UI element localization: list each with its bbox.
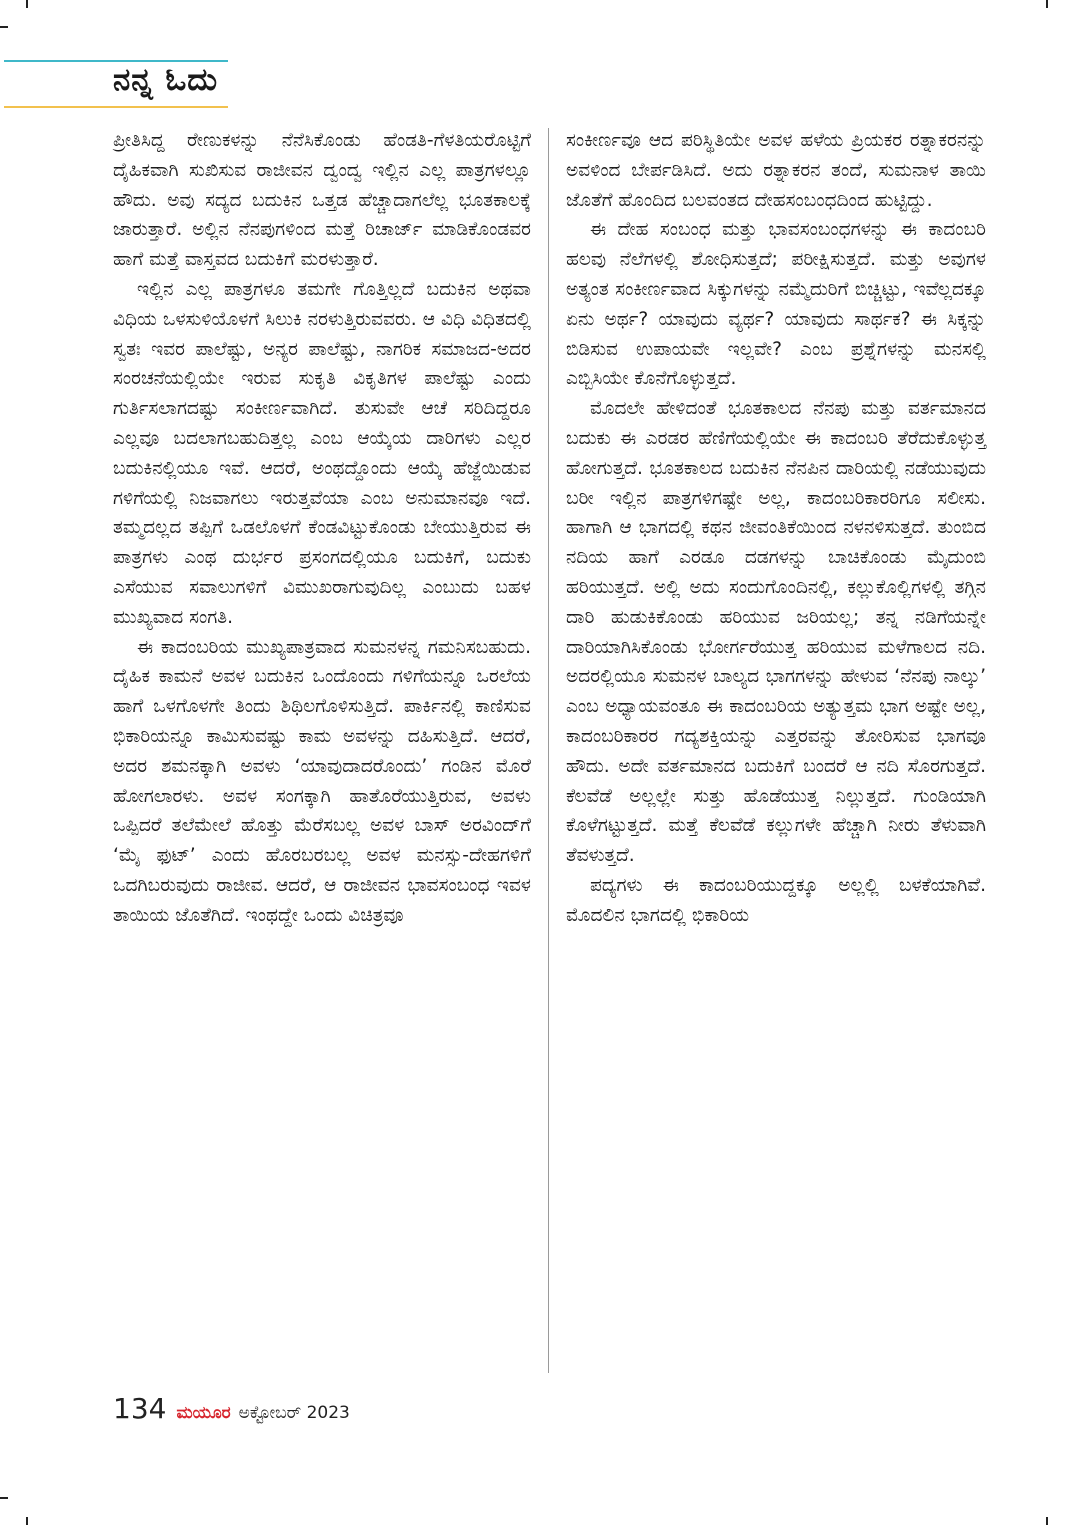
column-divider	[548, 128, 549, 1373]
right-column	[566, 126, 986, 931]
section-title: ನನ್ನ ಓದು	[113, 62, 219, 98]
paragraph: ಪ್ರೀತಿಸಿದ್ದ ರೇಣುಕಳನ್ನು ನೆನೆಸಿಕೊಂಡು ಹೆಂಡತಿ-ಗೆಳತಿಯರೊಟ್ಟಿಗೆ ದೈಹಿಕವಾಗಿ ಸುಖಿಸುವ ರಾಜೀವನ ದ್ವಂದ್ವ ಇಲ್ಲಿನ ಎಲ್ಲ ಪಾತ್ರಗಳಲ್ಲೂ ಹೌದು. ಅವು ಸದ್ಯದ ಬದುಕಿನ ಒತ್ತಡ ಹೆಚ್ಚಾದಾಗಲೆಲ್ಲ ಭೂತಕಾಲಕ್ಕೆ ಜಾರುತ್ತಾರೆ. ಅಲ್ಲಿನ ನೆನಪುಗಳಿಂದ ಮತ್ತೆ ರಿಚಾರ್ಜ್ ಮಾಡಿಕೊಂಡವರ ಹಾಗೆ ಮತ್ತೆ ವಾಸ್ತವದ ಬದುಕಿಗೆ ಮರಳುತ್ತಾರೆ.	[113, 130, 531, 271]
crop-mark-left-top	[0, 26, 8, 28]
page-number: 134	[113, 1392, 167, 1425]
section-header	[0, 56, 232, 108]
paragraph: ಈ ದೇಹ ಸಂಬಂಧ ಮತ್ತು ಭಾವಸಂಬಂಧಗಳನ್ನು ಈ ಕಾದಂಬರಿ ಹಲವು ನೆಲೆಗಳಲ್ಲಿ ಶೋಧಿಸುತ್ತದೆ; ಪರೀಕ್ಷಿಸುತ್ತದೆ. ಮತ್ತು ಅವುಗಳ ಅತ್ಯಂತ ಸಂಕೀರ್ಣವಾದ ಸಿಕ್ಕುಗಳನ್ನು ನಮ್ಮೆದುರಿಗೆ ಬಿಚ್ಚಿಟ್ಟು, ಇವೆಲ್ಲದಕ್ಕೂ ಏನು ಅರ್ಥ? ಯಾವುದು ವ್ಯರ್ಥ? ಯಾವುದು ಸಾರ್ಥಕ? ಈ ಸಿಕ್ಕನ್ನು ಬಿಡಿಸುವ ಉಪಾಯವೇ ಇಲ್ಲವೇ? ಎಂಬ ಪ್ರಶ್ನೆಗಳನ್ನು ಮನಸಲ್ಲಿ ಎಬ್ಬಿಸಿಯೇ ಕೊನೆಗೊಳ್ಳುತ್ತದೆ.	[566, 219, 986, 390]
left-column	[113, 126, 531, 931]
crop-mark-top-left	[26, 0, 28, 8]
paragraph: ಸಂಕೀರ್ಣವೂ ಆದ ಪರಿಸ್ಥಿತಿಯೇ ಅವಳ ಹಳೆಯ ಪ್ರಿಯಕರ ರತ್ನಾಕರನನ್ನು ಅವಳಿಂದ ಬೇರ್ಪಡಿಸಿದೆ. ಅದು ರತ್ನಾಕರನ ತಂದೆ, ಸುಮನಾಳ ತಾಯಿ ಜೊತೆಗೆ ಹೊಂದಿದ ಬಲವಂತದ ದೇಹಸಂಬಂಧದಿಂದ ಹುಟ್ಟಿದ್ದು.	[566, 130, 986, 211]
crop-mark-left-bottom	[0, 1497, 8, 1499]
paragraph: ಇಲ್ಲಿನ ಎಲ್ಲ ಪಾತ್ರಗಳೂ ತಮಗೇ ಗೊತ್ತಿಲ್ಲದೆ ಬದುಕಿನ ಅಥವಾ ವಿಧಿಯ ಒಳಸುಳಿಯೊಳಗೆ ಸಿಲುಕಿ ನರಳುತ್ತಿರುವವರು. ಆ ವಿಧಿ ವಿಧಿತದಲ್ಲಿ ಸ್ವತಃ ಇವರ ಪಾಲೆಷ್ಟು, ಅನ್ಯರ ಪಾಲೆಷ್ಟು, ನಾಗರಿಕ ಸಮಾಜದ-ಅದರ ಸಂರಚನೆಯಲ್ಲಿಯೇ ಇರುವ ಸುಕೃತಿ ವಿಕೃತಿಗಳ ಪಾಲೆಷ್ಟು ಎಂದು ಗುರ್ತಿಸಲಾಗದಷ್ಟು ಸಂಕೀರ್ಣವಾಗಿದೆ. ತುಸುವೇ ಆಚೆ ಸರಿದಿದ್ದರೂ ಎಲ್ಲವೂ ಬದಲಾಗಬಹುದಿತ್ತಲ್ಲ ಎಂಬ ಆಯ್ಕೆಯ ದಾರಿಗಳು ಎಲ್ಲರ ಬದುಕಿನಲ್ಲಿಯೂ ಇವೆ. ಆದರೆ, ಅಂಥದ್ದೊಂದು ಆಯ್ಕೆ ಹೆಜ್ಜೆಯಿಡುವ ಗಳಿಗೆಯಲ್ಲಿ ನಿಜವಾಗಲು ಇರುತ್ತವೆಯಾ ಎಂಬ ಅನುಮಾನವೂ ಇದೆ. ತಮ್ಮದಲ್ಲದ ತಪ್ಪಿಗೆ ಒಡಲೊಳಗೆ ಕೆಂಡವಿಟ್ಟುಕೊಂಡು ಬೇಯುತ್ತಿರುವ ಈ ಪಾತ್ರಗಳು ಎಂಥ ದುರ್ಭರ ಪ್ರಸಂಗದಲ್ಲಿಯೂ ಬದುಕಿಗೆ, ಬದುಕು ಎಸೆಯುವ ಸವಾಲುಗಳಿಗೆ ವಿಮುಖರಾಗುವುದಿಲ್ಲ ಎಂಬುದು ಬಹಳ ಮುಖ್ಯವಾದ ಸಂಗತಿ.	[113, 278, 531, 628]
issue-date: ಅಕ್ಟೋಬರ್ 2023	[238, 1403, 350, 1423]
crop-mark-top-right	[1046, 0, 1048, 8]
crop-mark-bottom-right	[1046, 1517, 1048, 1525]
paragraph: ಈ ಕಾದಂಬರಿಯ ಮುಖ್ಯಪಾತ್ರವಾದ ಸುಮನಳನ್ನ ಗಮನಿಸಬಹುದು. ದೈಹಿಕ ಕಾಮನೆ ಅವಳ ಬದುಕಿನ ಒಂದೊಂದು ಗಳಿಗೆಯನ್ನೂ ಒರಲೆಯ ಹಾಗೆ ಒಳಗೊಳಗೇ ತಿಂದು ಶಿಥಿಲಗೊಳಿಸುತ್ತಿದೆ. ಪಾರ್ಕಿನಲ್ಲಿ ಕಾಣಿಸುವ ಭಿಕಾರಿಯನ್ನೂ ಕಾಮಿಸುವಷ್ಟು ಕಾಮ ಅವಳನ್ನು ದಹಿಸುತ್ತಿದೆ. ಆದರೆ, ಅದರ ಶಮನಕ್ಕಾಗಿ ಅವಳು ‘ಯಾವುದಾದರೊಂದು’ ಗಂಡಿನ ಮೊರೆ ಹೋಗಲಾರಳು. ಅವಳ ಸಂಗಕ್ಕಾಗಿ ಹಾತೊರೆಯುತ್ತಿರುವ, ಅವಳು ಒಪ್ಪಿದರೆ ತಲೆಮೇಲೆ ಹೊತ್ತು ಮೆರೆಸಬಲ್ಲ ಅವಳ ಬಾಸ್ ಅರವಿಂದ್‌ಗೆ ‘ಮೈ ಫುಟ್’ ಎಂದು ಹೊರಬರಬಲ್ಲ ಅವಳ ಮನಸ್ಸು-ದೇಹಗಳಿಗೆ ಒದಗಿಬರುವುದು ರಾಜೀವ. ಆದರೆ, ಆ ರಾಜೀವನ ಭಾವಸಂಬಂಧ ಇವಳ ತಾಯಿಯ ಜೊತೆಗಿದೆ. ಇಂಥದ್ದೇ ಒಂದು ವಿಚಿತ್ರವೂ	[113, 636, 531, 926]
magazine-logo: ಮಯೂರ	[176, 1403, 231, 1423]
header-bottom-rule	[4, 106, 228, 108]
paragraph: ಮೊದಲೇ ಹೇಳಿದಂತೆ ಭೂತಕಾಲದ ನೆನಪು ಮತ್ತು ವರ್ತಮಾನದ ಬದುಕು ಈ ಎರಡರ ಹೆಣಿಗೆಯಲ್ಲಿಯೇ ಈ ಕಾದಂಬರಿ ತೆರೆದುಕೊಳ್ಳುತ್ತ ಹೋಗುತ್ತದೆ. ಭೂತಕಾಲದ ಬದುಕಿನ ನೆನಪಿನ ದಾರಿಯಲ್ಲಿ ನಡೆಯುವುದು ಬರೀ ಇಲ್ಲಿನ ಪಾತ್ರಗಳಿಗಷ್ಟೇ ಅಲ್ಲ, ಕಾದಂಬರಿಕಾರರಿಗೂ ಸಲೀಸು. ಹಾಗಾಗಿ ಆ ಭಾಗದಲ್ಲಿ ಕಥನ ಜೀವಂತಿಕೆಯಿಂದ ನಳನಳಿಸುತ್ತದೆ. ತುಂಬಿದ ನದಿಯ ಹಾಗೆ ಎರಡೂ ದಡಗಳನ್ನು ಬಾಚಿಕೊಂಡು ಮೈದುಂಬಿ ಹರಿಯುತ್ತದೆ. ಅಲ್ಲಿ ಅದು ಸಂದುಗೊಂದಿನಲ್ಲಿ, ಕಲ್ಲುಕೊಲ್ಲಿಗಳಲ್ಲಿ ತಗ್ಗಿನ ದಾರಿ ಹುಡುಕಿಕೊಂಡು ಹರಿಯುವ ಜರಿಯಲ್ಲ; ತನ್ನ ನಡಿಗೆಯನ್ನೇ ದಾರಿಯಾಗಿಸಿಕೊಂಡು ಭೋರ್ಗರೆಯುತ್ತ ಹರಿಯುವ ಮಳೆಗಾಲದ ನದಿ. ಅದರಲ್ಲಿಯೂ ಸುಮನಳ ಬಾಲ್ಯದ ಭಾಗಗಳನ್ನು ಹೇಳುವ ‘ನೆನಪು ನಾಲ್ಕು’ ಎಂಬ ಅಧ್ಯಾಯವಂತೂ ಈ ಕಾದಂಬರಿಯ ಅತ್ಯುತ್ತಮ ಭಾಗ ಅಷ್ಟೇ ಅಲ್ಲ, ಕಾದಂಬರಿಕಾರರ ಗದ್ಯಶಕ್ತಿಯನ್ನು ಎತ್ತರವನ್ನು ತೋರಿಸುವ ಭಾಗವೂ ಹೌದು. ಅದೇ ವರ್ತಮಾನದ ಬದುಕಿಗೆ ಬಂದರೆ ಆ ನದಿ ಸೊರಗುತ್ತದೆ. ಕೆಲವೆಡೆ ಅಲ್ಲಲ್ಲೇ ಸುತ್ತು ಹೊಡೆಯುತ್ತ ನಿಲ್ಲುತ್ತದೆ. ಗುಂಡಿಯಾಗಿ ಕೊಳೆಗಟ್ಟುತ್ತದೆ. ಮತ್ತೆ ಕೆಲವೆಡೆ ಕಲ್ಲುಗಳೇ ಹೆಚ್ಚಾಗಿ ನೀರು ತೆಳುವಾಗಿ ತೆವಳುತ್ತದೆ.	[566, 398, 986, 867]
crop-mark-bottom-left	[26, 1517, 28, 1525]
paragraph: ಪದ್ಯಗಳು ಈ ಕಾದಂಬರಿಯುದ್ದಕ್ಕೂ ಅಲ್ಲಲ್ಲಿ ಬಳಕೆಯಾಗಿವೆ. ಮೊದಲಿನ ಭಾಗದಲ್ಲಿ ಭಿಕಾರಿಯ	[566, 874, 986, 926]
page-footer	[113, 1392, 350, 1428]
